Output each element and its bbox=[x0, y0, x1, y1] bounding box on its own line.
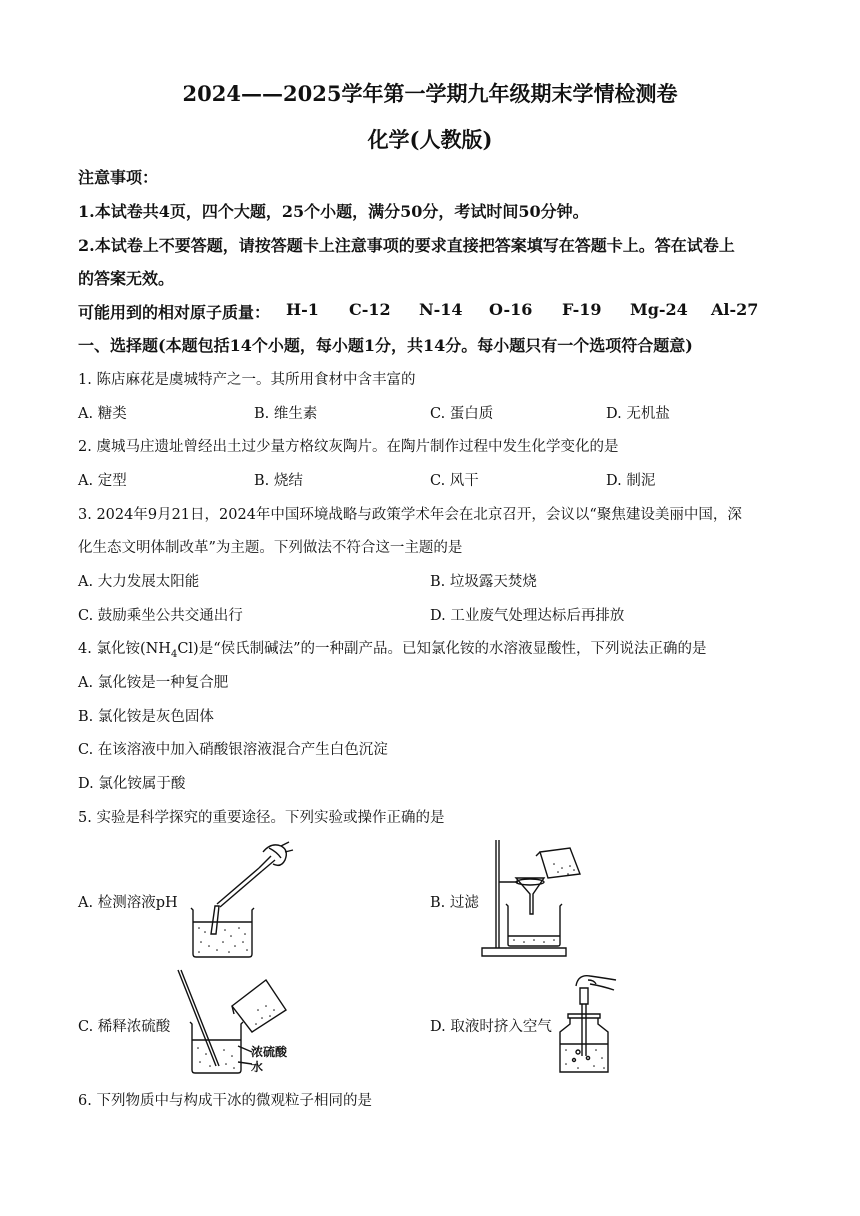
question-2-option-b: B. 烧结 bbox=[254, 473, 303, 489]
atomic-mass-label: 可能用到的相对原子质量： bbox=[78, 303, 271, 322]
question-4-option-d: D. 氯化铵属于酸 bbox=[78, 776, 186, 792]
dilution-label-water: 水 bbox=[251, 1060, 264, 1074]
question-4-stem: 4. 氯化铵$(NH_4Cl)$是“侯氏制碱法”的一种副产品。已知氯化铵的水溶液显酸性，下列说法正确的是 bbox=[78, 641, 707, 660]
question-2-option-a: A. 定型 bbox=[78, 473, 127, 489]
dilution-label-acid: 浓硫酸 bbox=[251, 1045, 288, 1059]
dilution-figure bbox=[172, 966, 302, 1078]
dropper-figure bbox=[548, 966, 628, 1078]
question-3-option-a: A. 大力发展太阳能 bbox=[78, 574, 200, 590]
question-4-option-a: A. 氯化铵是一种复合肥 bbox=[78, 675, 229, 691]
atomic-mass-mg: Mg-24 bbox=[630, 300, 688, 319]
notes-item-2-line-2: 的答案无效。 bbox=[78, 269, 175, 288]
question-1-option-a: A. 糖类 bbox=[78, 406, 127, 422]
question-3-stem-line-1: 3. 2024年9月21日，2024年中国环境战略与政策学术年会在北京召开，会议以“聚焦建设美丽中国，深 bbox=[78, 507, 742, 523]
question-1-stem: 1. 陈店麻花是虞城特产之一。其所用食材中含丰富的 bbox=[78, 372, 416, 388]
question-3-option-d: D. 工业废气处理达标后再排放 bbox=[430, 608, 625, 624]
question-6-stem: 6. 下列物质中与构成干冰的微观粒子相同的是 bbox=[78, 1093, 372, 1109]
question-1-option-c: C. 蛋白质 bbox=[430, 406, 494, 422]
ph-test-figure bbox=[185, 838, 300, 958]
question-5-option-a: A. 检测溶液pH bbox=[78, 895, 178, 911]
atomic-mass-c: C-12 bbox=[349, 300, 391, 319]
atomic-mass-o: O-16 bbox=[489, 300, 533, 319]
filtration-figure bbox=[478, 838, 588, 958]
question-5-option-c: C. 稀释浓硫酸 bbox=[78, 1019, 171, 1035]
notes-heading: 注意事项： bbox=[78, 168, 159, 187]
notes-item-1: 1.本试卷共4页，四个大题，25个小题，满分50分，考试时间50分钟。 bbox=[78, 202, 589, 221]
page-title: 2024——2025学年第一学期九年级期末学情检测卷 bbox=[182, 81, 678, 106]
question-4-option-b: B. 氯化铵是灰色固体 bbox=[78, 709, 214, 725]
question-2-option-d: D. 制泥 bbox=[606, 473, 656, 489]
question-4-option-c: C. 在该溶液中加入硝酸银溶液混合产生白色沉淀 bbox=[78, 742, 388, 758]
question-3-option-b: B. 垃圾露天焚烧 bbox=[430, 574, 537, 590]
question-3-option-c: C. 鼓励乘坐公共交通出行 bbox=[78, 608, 243, 624]
atomic-mass-h: H-1 bbox=[286, 300, 319, 319]
section-1-heading: 一、选择题(本题包括14个小题，每小题1分，共14分。每小题只有一个选项符合题意) bbox=[78, 336, 693, 355]
question-2-option-c: C. 风干 bbox=[430, 473, 479, 489]
atomic-mass-n: N-14 bbox=[419, 300, 463, 319]
question-5-option-b: B. 过滤 bbox=[430, 895, 479, 911]
question-5-stem: 5. 实验是科学探究的重要途径。下列实验或操作正确的是 bbox=[78, 810, 445, 826]
atomic-mass-f: F-19 bbox=[562, 300, 602, 319]
question-2-stem: 2. 虞城马庄遗址曾经出土过少量方格纹灰陶片。在陶片制作过程中发生化学变化的是 bbox=[78, 439, 619, 455]
question-1-option-d: D. 无机盐 bbox=[606, 406, 670, 422]
question-5-option-d: D. 取液时挤入空气 bbox=[430, 1019, 552, 1035]
page-subtitle: 化学(人教版) bbox=[367, 127, 493, 152]
question-3-stem-line-2: 化生态文明体制改革”为主题。下列做法不符合这一主题的是 bbox=[78, 540, 463, 556]
atomic-mass-al: Al-27 bbox=[711, 300, 759, 319]
question-1-option-b: B. 维生素 bbox=[254, 406, 318, 422]
notes-item-2-line-1: 2.本试卷上不要答题，请按答题卡上注意事项的要求直接把答案填写在答题卡上。答在试卷上 bbox=[78, 236, 735, 255]
